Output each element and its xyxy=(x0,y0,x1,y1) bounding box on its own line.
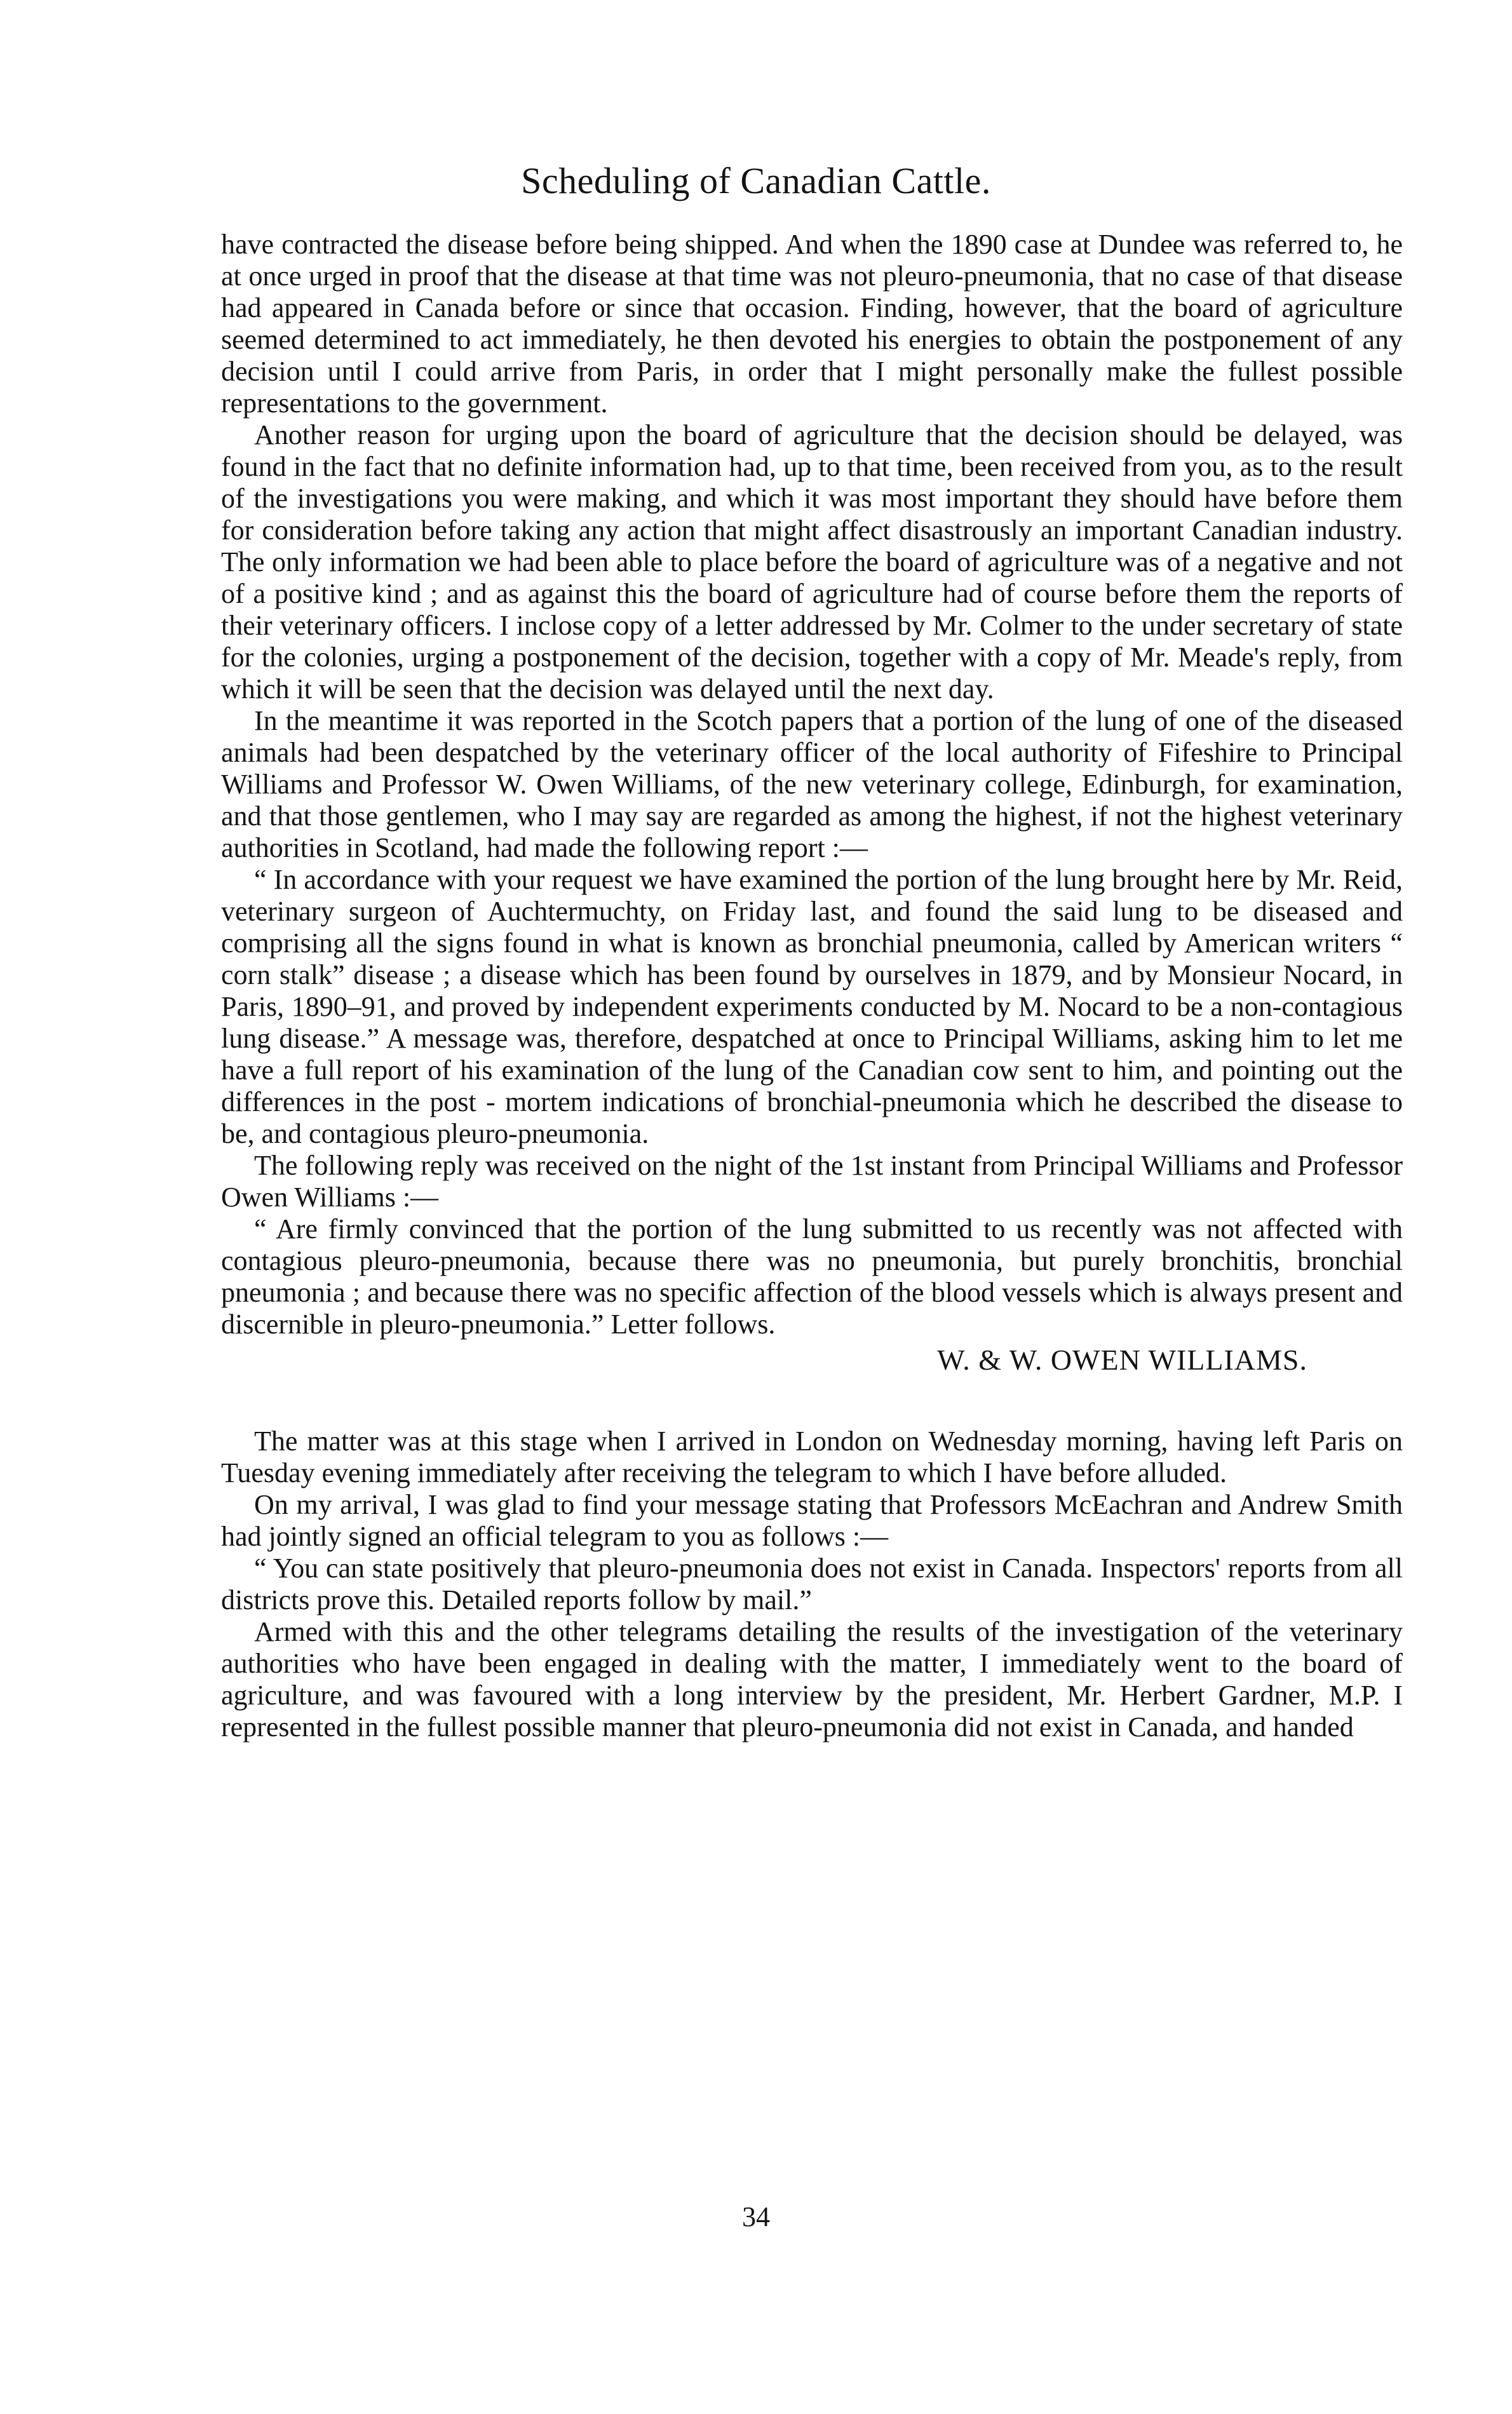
paragraph: The matter was at this stage when I arrived in London on Wednesday morning, having left Paris on Tuesday evening immediately after receiving the telegram to which I have before alluded. xyxy=(221,1426,1403,1488)
quoted-report: “ In accordance with your request we have examined the portion of the lung brought here by Mr. Reid, veterinary surgeon of Auchtermuchty, on Friday last, and found the said lung to be diseased and comprising all the signs found in what is known as bronchial pneumonia, called by American writers “ corn stalk” disease ; a disease which has been found by ourselves in 1879, and by Monsieur Nocard, in Paris, 1890–91, and proved by independent experiments conducted by M. Nocard to be a non-contagious lung disease.” A message was, therefore, despatched at once to Principal Williams, asking him to let me have a full report of his examination of the lung of the Canadian cow sent to him, and pointing out the differences in the post - mortem indications of bronchial-pneumonia which he described the disease to be, and contagious pleuro-pneumonia. xyxy=(221,864,1403,1149)
page-number: 34 xyxy=(742,2201,770,2232)
signature-line: W. & W. OWEN WILLIAMS. xyxy=(937,1344,1307,1376)
paragraph: Another reason for urging upon the board of agriculture that the decision should be delayed, was found in the fact that no definite information had, up to that time, been received from you, as to the result of the investigations you were making, and which it was most important they should have before them for consideration before taking any action that might affect disastrously an important Canadian industry. The only information we had been able to place before the board of agriculture was of a negative and not of a positive kind ; and as against this the board of agriculture had of course before them the reports of their veterinary officers. I inclose copy of a letter addressed by Mr. Colmer to the under secretary of state for the colonies, urging a postponement of the decision, together with a copy of Mr. Meade's reply, from which it will be seen that the decision was delayed until the next day. xyxy=(221,419,1403,705)
paragraph: In the meantime it was reported in the Scotch papers that a portion of the lung of one of the diseased animals had been despatched by the veterinary officer of the local authority of Fifeshire to Principal Williams and Professor W. Owen Williams, of the new veterinary college, Edinburgh, for examination, and that those gentlemen, who I may say are regarded as among the highest, if not the highest veterinary authorities in Scotland, had made the following report :— xyxy=(221,705,1403,863)
running-title: Scheduling of Canadian Cattle. xyxy=(521,160,991,201)
paragraph: Armed with this and the other telegrams detailing the results of the investigation of the veterinary authorities who have been engaged in dealing with the matter, I immediately went to the board of agriculture, and was favoured with a long interview by the president, Mr. Herbert Gardner, M.P. I represented in the fullest possible manner that pleuro-pneumonia did not exist in Canada, and handed xyxy=(221,1616,1403,1743)
paragraph-continued: have contracted the disease before being shipped. And when the 1890 case at Dundee was referred to, he at once urged in proof that the disease at that time was not pleuro-pneumonia, that no case of that disease had appeared in Canada before or since that occasion. Finding, however, that the board of agriculture seemed determined to act immediately, he then devoted his energies to obtain the postponement of any decision until I could arrive from Paris, in order that I might personally make the fullest possible representations to the government. xyxy=(221,229,1403,419)
paragraph: On my arrival, I was glad to find your message stating that Professors McEachran and Andrew Smith had jointly signed an official telegram to you as follows :— xyxy=(221,1489,1403,1552)
quoted-telegram: “ You can state positively that pleuro-pneumonia does not exist in Canada. Inspectors' reports from all districts prove this. Detailed reports follow by mail.” xyxy=(221,1553,1403,1615)
quoted-reply: “ Are firmly convinced that the portion of the lung submitted to us recently was not affected with contagious pleuro-pneumonia, because there was no pneumonia, but purely bronchitis, bronchial pneumonia ; and because there was no specific affection of the blood vessels which is always present and discernible in pleuro-pneumonia.” Letter follows. xyxy=(221,1213,1403,1340)
paragraph: The following reply was received on the night of the 1st instant from Principal Williams and Professor Owen Williams :— xyxy=(221,1150,1403,1213)
body-text xyxy=(221,229,1403,1743)
